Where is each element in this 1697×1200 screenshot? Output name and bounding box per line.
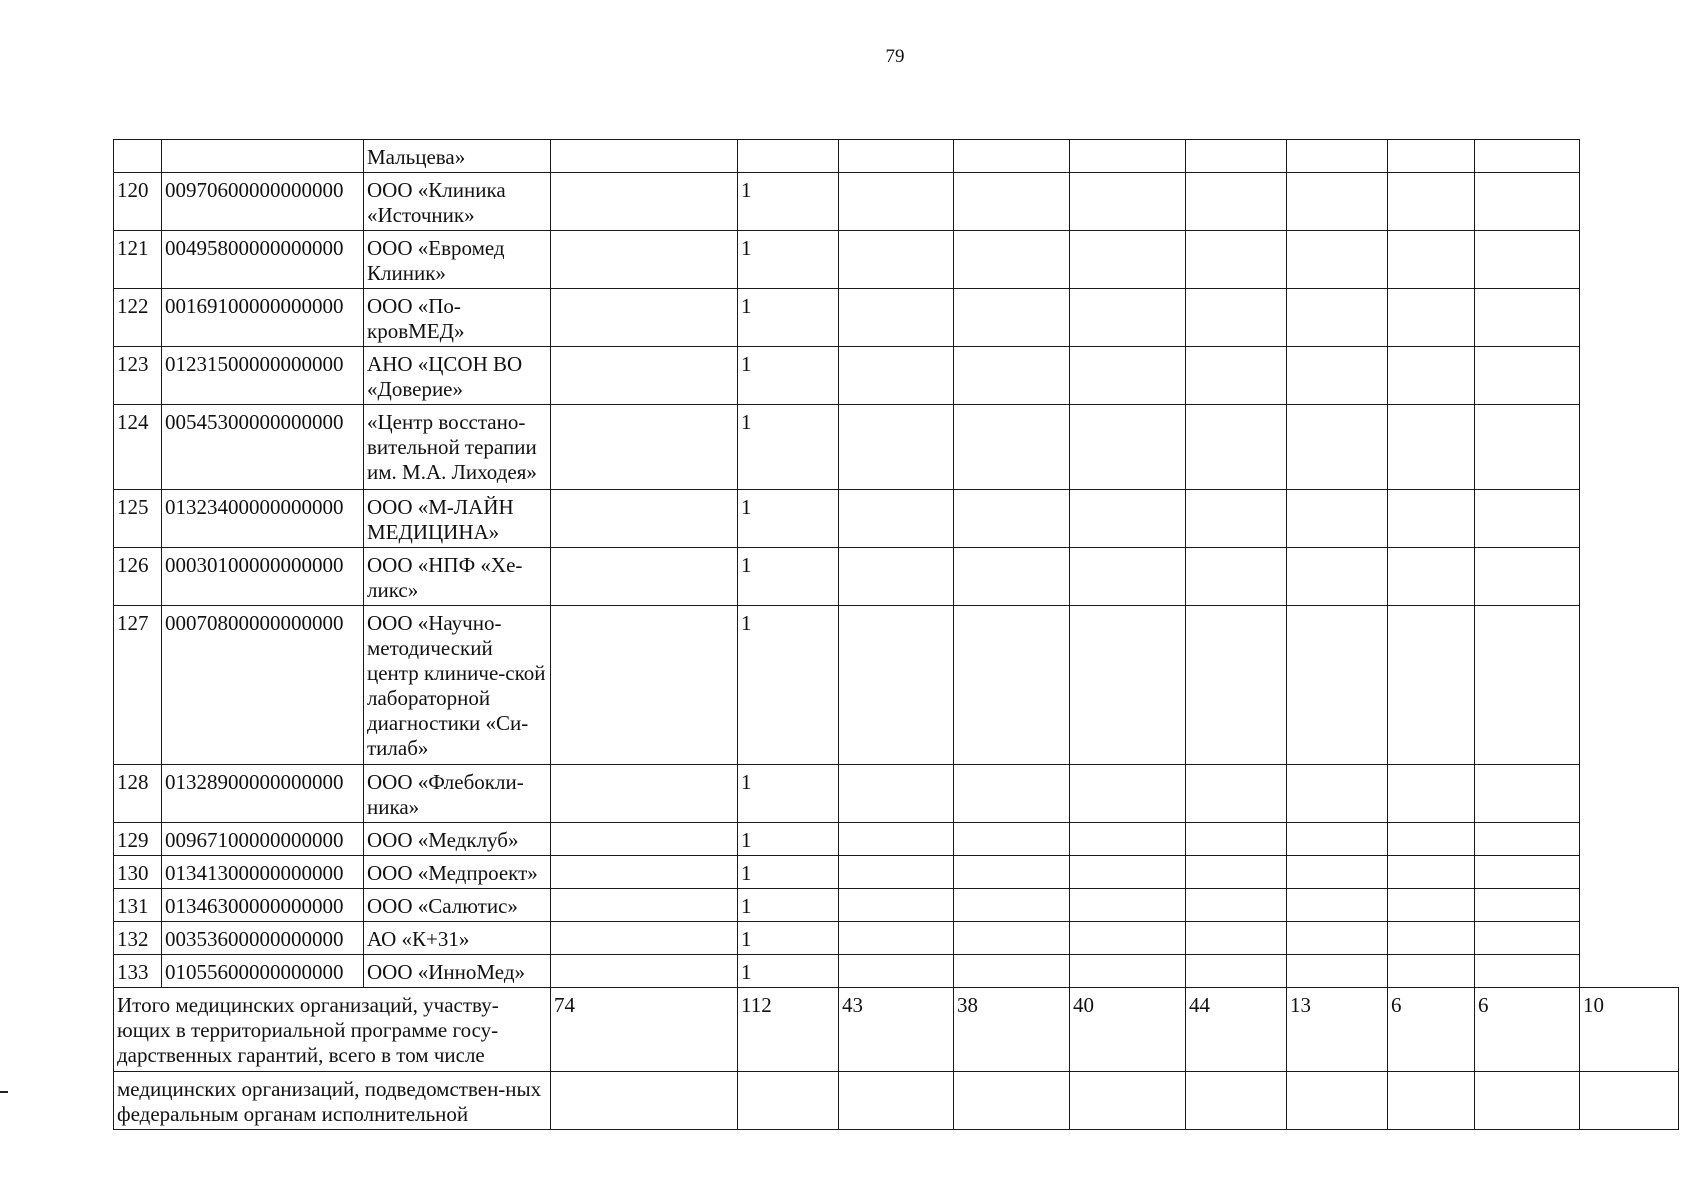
total-value: 40 xyxy=(1070,988,1186,1072)
cell-name: ООО «Клиника «Источник» xyxy=(364,173,551,231)
cell-num: 132 xyxy=(114,922,162,955)
cell-code: 01055600000000000 xyxy=(162,955,364,988)
table-row xyxy=(114,405,1679,490)
cell-code: 00545300000000000 xyxy=(162,405,364,490)
cell-value: 1 xyxy=(738,889,839,922)
cell-name: ООО «По-кровМЕД» xyxy=(364,289,551,347)
cell-code: 00353600000000000 xyxy=(162,922,364,955)
total-label: Итого медицинских организаций, участву-ющих в территориальной программе госу-дарственных гарантий, всего в том числе xyxy=(114,988,551,1072)
cell-num xyxy=(114,140,162,173)
cell-name: ООО «Салютис» xyxy=(364,889,551,922)
table-row xyxy=(114,347,1679,405)
cell-value xyxy=(551,922,738,955)
cell-name: АО «К+31» xyxy=(364,922,551,955)
total-value: 13 xyxy=(1287,988,1388,1072)
cell-value: 1 xyxy=(738,765,839,823)
cell-num: 127 xyxy=(114,606,162,765)
table-row xyxy=(114,922,1679,955)
cell-num: 124 xyxy=(114,405,162,490)
cell-value xyxy=(551,889,738,922)
cell-name: ООО «Медклуб» xyxy=(364,823,551,856)
cell-code: 01346300000000000 xyxy=(162,889,364,922)
table-row xyxy=(114,606,1679,765)
total-value: 10 xyxy=(1580,988,1679,1072)
cell-num: 125 xyxy=(114,490,162,548)
cell-code: 00030100000000000 xyxy=(162,548,364,606)
cell-name: ООО «Евромед Клиник» xyxy=(364,231,551,289)
cell-code: 00169100000000000 xyxy=(162,289,364,347)
cell-name: ООО «М-ЛАЙН МЕДИЦИНА» xyxy=(364,490,551,548)
table-row xyxy=(114,490,1679,548)
total-value: 74 xyxy=(551,988,738,1072)
total-value: 6 xyxy=(1388,988,1475,1072)
cell-name: «Центр восстано-вительной терапии им. М.А. Лиходея» xyxy=(364,405,551,490)
cell-num: 126 xyxy=(114,548,162,606)
cell-value xyxy=(551,490,738,548)
cell-value xyxy=(551,856,738,889)
table-row xyxy=(114,955,1679,988)
cell-value: 1 xyxy=(738,955,839,988)
total-row xyxy=(114,988,1679,1072)
table-row xyxy=(114,856,1679,889)
cell-value xyxy=(551,548,738,606)
cell-code: 01328900000000000 xyxy=(162,765,364,823)
total-value: 112 xyxy=(738,988,839,1072)
cell-value: 1 xyxy=(738,231,839,289)
cell-name: ООО «Медпроект» xyxy=(364,856,551,889)
cell-code xyxy=(162,140,364,173)
margin-mark xyxy=(0,1091,8,1093)
cell-value xyxy=(551,231,738,289)
cell-value: 1 xyxy=(738,289,839,347)
total-value: 44 xyxy=(1186,988,1287,1072)
table-row xyxy=(114,889,1679,922)
cell-value: 1 xyxy=(738,405,839,490)
total-value: 38 xyxy=(954,988,1070,1072)
cell-value xyxy=(551,823,738,856)
cell-name: ООО «Научно-методический центр клиниче-ской лабораторной диагностики «Си-тилаб» xyxy=(364,606,551,765)
table-row xyxy=(114,823,1679,856)
cell-value: 1 xyxy=(738,922,839,955)
cell-value xyxy=(551,765,738,823)
cell-num: 133 xyxy=(114,955,162,988)
cell-value xyxy=(551,405,738,490)
cell-name: ООО «ИнноМед» xyxy=(364,955,551,988)
cell-value: 1 xyxy=(738,548,839,606)
table-row xyxy=(114,173,1679,231)
cell-value xyxy=(551,955,738,988)
cell-code: 01323400000000000 xyxy=(162,490,364,548)
cell-num: 131 xyxy=(114,889,162,922)
cell-code: 00967100000000000 xyxy=(162,823,364,856)
table-row xyxy=(114,289,1679,347)
cell-value: 1 xyxy=(738,490,839,548)
cell-num: 130 xyxy=(114,856,162,889)
total-value: 43 xyxy=(839,988,954,1072)
table-row-continuation xyxy=(114,140,1679,173)
cell-value xyxy=(551,173,738,231)
table-row xyxy=(114,548,1679,606)
organizations-table xyxy=(113,139,1679,1130)
cell-name: АНО «ЦСОН ВО «Доверие» xyxy=(364,347,551,405)
cell-value xyxy=(551,347,738,405)
cell-num: 128 xyxy=(114,765,162,823)
cell-code: 01231500000000000 xyxy=(162,347,364,405)
cell-code: 01341300000000000 xyxy=(162,856,364,889)
cell-value xyxy=(551,606,738,765)
cell-value: 1 xyxy=(738,347,839,405)
cell-num: 122 xyxy=(114,289,162,347)
cell-code: 00495800000000000 xyxy=(162,231,364,289)
table-row xyxy=(114,231,1679,289)
cell-value: 1 xyxy=(738,856,839,889)
table-row xyxy=(114,765,1679,823)
cell-name: ООО «Флебокли-ника» xyxy=(364,765,551,823)
cell-name: Мальцева» xyxy=(364,140,551,173)
cell-name: ООО «НПФ «Хе-ликс» xyxy=(364,548,551,606)
cell-num: 129 xyxy=(114,823,162,856)
cell-num: 123 xyxy=(114,347,162,405)
cell-value: 1 xyxy=(738,173,839,231)
cell-value: 1 xyxy=(738,823,839,856)
cell-value: 1 xyxy=(738,606,839,765)
cell-num: 121 xyxy=(114,231,162,289)
cell-code: 00970600000000000 xyxy=(162,173,364,231)
cell-value xyxy=(551,289,738,347)
total-value: 6 xyxy=(1475,988,1580,1072)
page-number: 79 xyxy=(885,46,905,67)
cell-num: 120 xyxy=(114,173,162,231)
federal-row xyxy=(114,1072,1679,1130)
federal-label: медицинских организаций, подведомствен-ных федеральным органам исполнительной xyxy=(114,1072,551,1130)
cell-code: 00070800000000000 xyxy=(162,606,364,765)
